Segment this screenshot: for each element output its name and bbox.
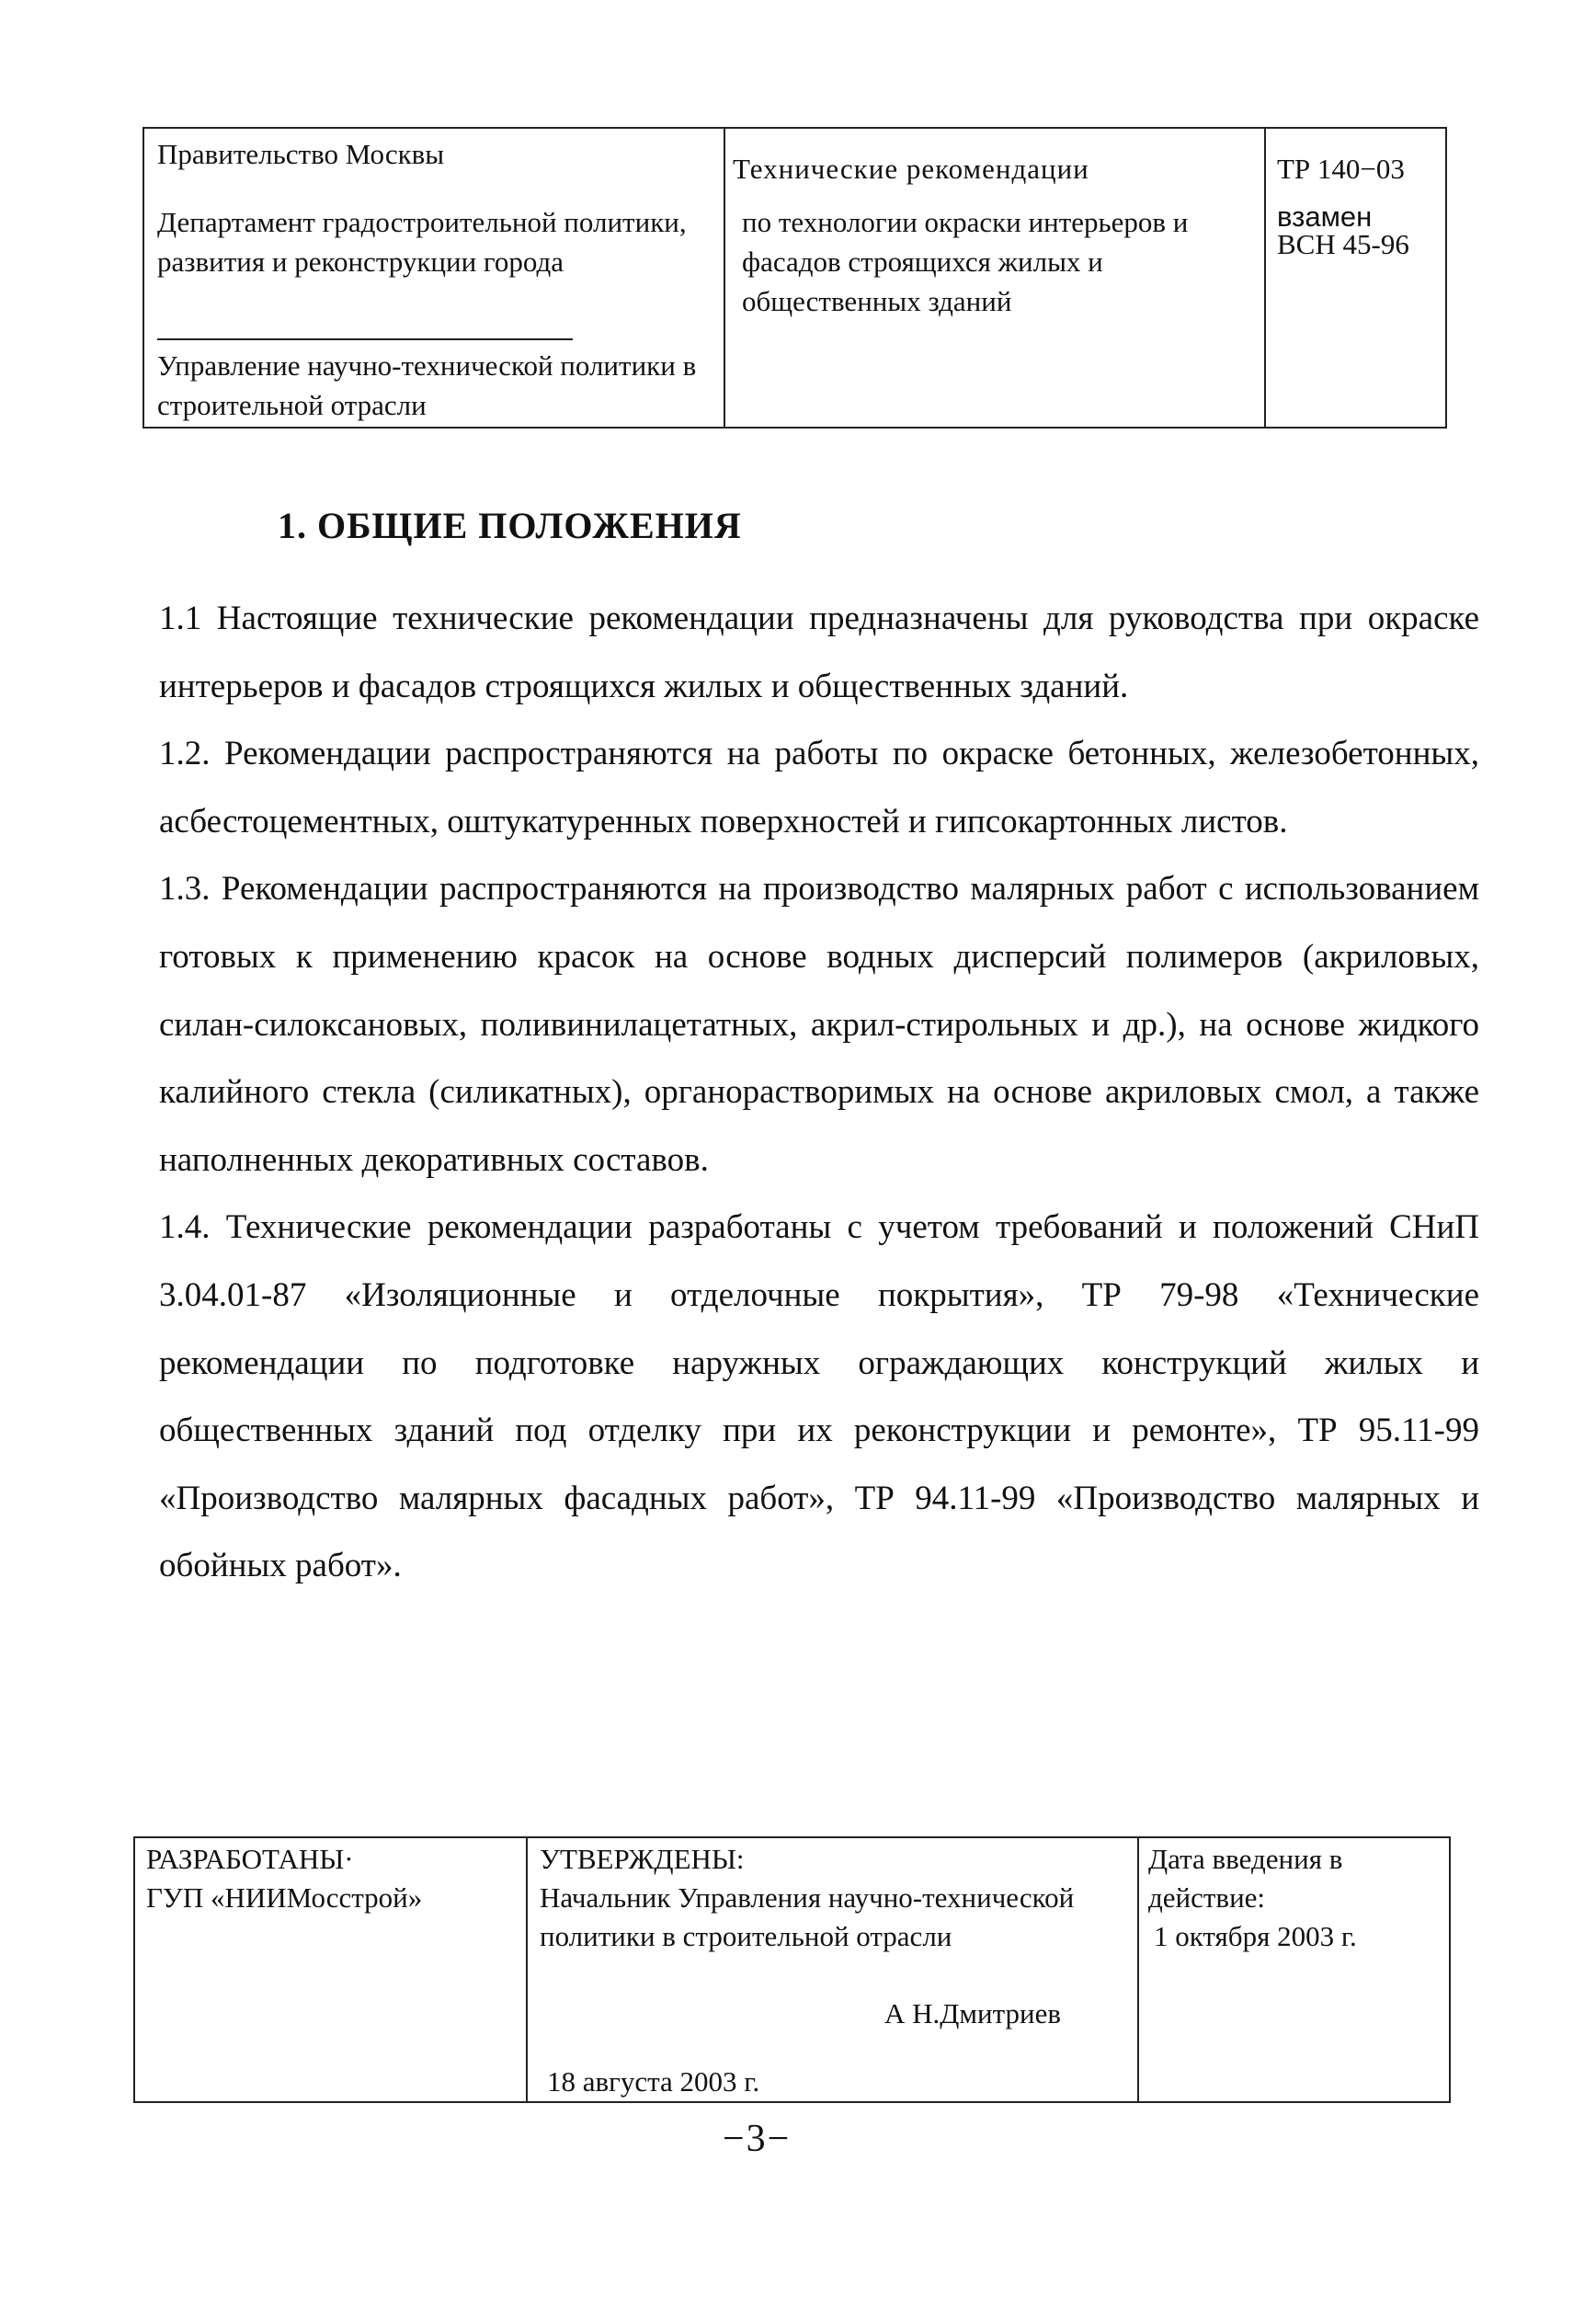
approver-name: А Н.Дмитриев [884, 1997, 1062, 2029]
approver-position: Начальник Управления научно-технической политики в строительной отрасли [540, 1881, 1075, 1952]
header-table [142, 127, 1447, 429]
org-separator-line [157, 338, 573, 340]
effective-date-label: Дата введения в действие: [1148, 1843, 1343, 1914]
document-description: по технологии окраски интерьеров и фасадов строящихся жилых и общественных зданий [742, 206, 1189, 317]
paragraph-1-3: 1.3. Рекомендации распространяются на производство малярных работ с использованием готовых к применению красок на основе водных дисперсий полимеров (акриловых, силан-силоксановых, поливинилацетатных, акрил-стирольных и др.), на основе жидкого калийного стекла (силикатных), органорастворимых на основе акриловых смол, а также наполненных декоративных составов. [159, 870, 1479, 1179]
footer-divider [1137, 1838, 1139, 2101]
developed-label: РАЗРАБОТАНЫ· [146, 1843, 354, 1875]
paragraph-1-1: 1.1 Настоящие технические рекомендации предназначены для руководства при окраске интерьеров и фасадов строящихся жилых и общественных зданий. [159, 600, 1479, 705]
approval-table [133, 1836, 1451, 2103]
replaced-document-code: ВСН 45-96 [1277, 228, 1409, 260]
org-department: Департамент градостроительной политики, развития и реконструкции города [157, 206, 687, 278]
header-divider [724, 129, 725, 427]
footer-divider [526, 1838, 528, 2101]
document-type: Технические рекомендации [733, 153, 1089, 185]
paragraph-1-4: 1.4. Технические рекомендации разработаны с учетом требований и положений СНиП 3.04.01-87 «Изоляционные и отделочные покрытия», ТР 79-98 «Технические рекомендации по подготовке наружных ограждающих конструкций жилых и общественных зданий под отделку при их реконструкции и ремонте», ТР 95.11-99 «Производство малярных фасадных работ», ТР 94.11-99 «Производство малярных и обойных работ». [159, 1208, 1479, 1585]
org-government: Правительство Москвы [157, 138, 445, 170]
section-title: 1. ОБЩИЕ ПОЛОЖЕНИЯ [278, 505, 742, 546]
approved-label: УТВЕРЖДЕНЫ: [540, 1843, 745, 1875]
approval-date: 18 августа 2003 г. [547, 2065, 760, 2098]
page-number: −3− [723, 2118, 792, 2160]
effective-date: 1 октября 2003 г. [1154, 1920, 1357, 1952]
paragraph-1-2: 1.2. Рекомендации распространяются на работы по окраске бетонных, железобетонных, асбестоцементных, оштукатуренных поверхностей и гипсокартонных листов. [159, 735, 1479, 840]
developer-organization: ГУП «НИИМосстрой» [146, 1881, 423, 1914]
replaces-label: взамен [1277, 200, 1373, 233]
org-unit: Управление научно-технической политики в строительной отрасли [157, 349, 697, 421]
document-code: ТР 140−03 [1277, 153, 1405, 185]
header-divider [1264, 129, 1266, 427]
body-text [159, 585, 1479, 1600]
